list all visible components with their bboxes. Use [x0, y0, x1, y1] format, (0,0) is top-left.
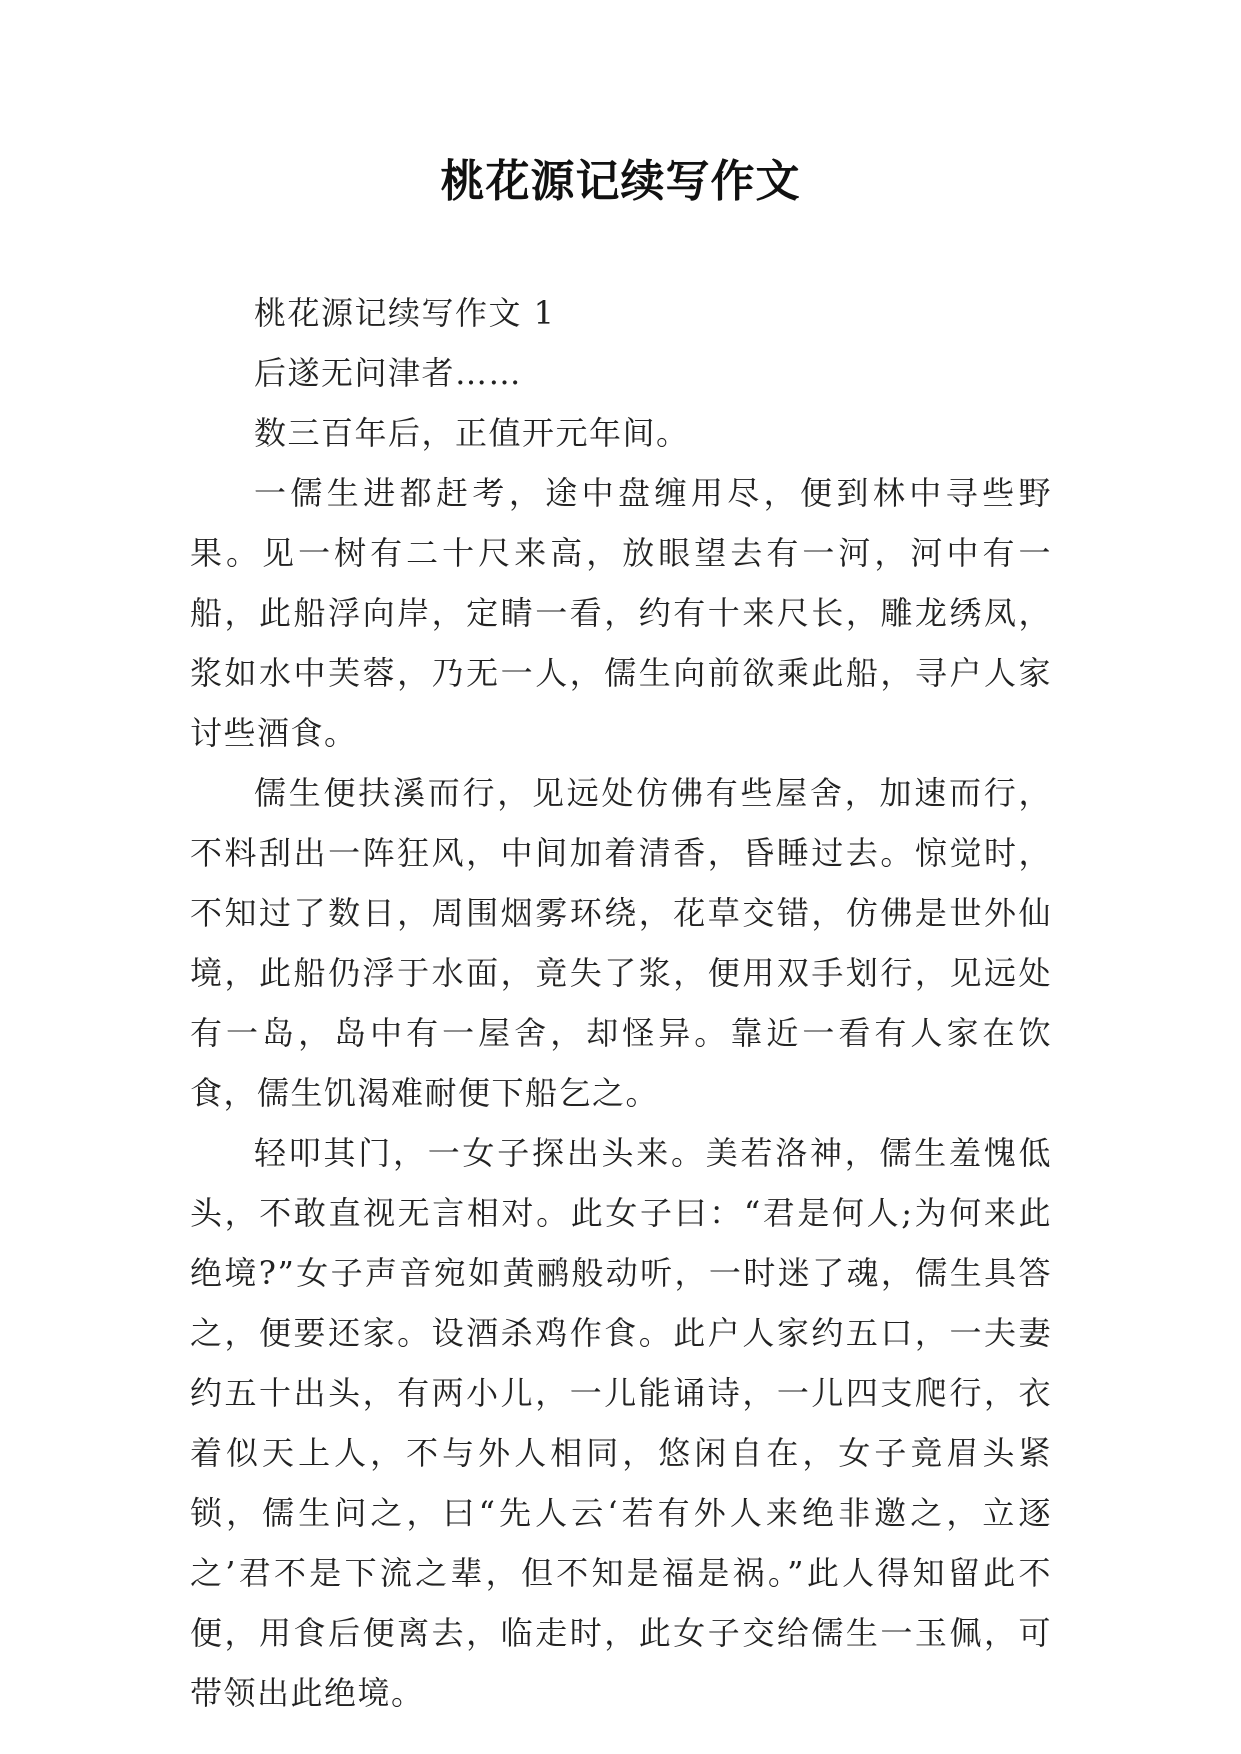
paragraph: 后遂无问津者…… — [254, 354, 523, 392]
document-body — [190, 283, 1052, 1723]
paragraph: 轻叩其门，一女子探出头来。美若洛神，儒生羞愧低头，不敢直视无言相对。此女子曰：“君是何人;为何来此绝境?”女子声音宛如黄鹂般动听，一时迷了魂，儒生具答之，便要还家。设酒杀鸡作食。此户人家约五口，一夫妻约五十出头，有两小儿，一儿能诵诗，一儿四支爬行，衣着似天上人，不与外人相同，悠闲自在，女子竟眉头紧锁，儒生问之，曰“先人云‘若有外人来绝非邀之，立逐之’君不是下流之辈，但不知是福是祸。”此人得知留此不便，用食后便离去，临走时，此女子交给儒生一玉佩，可带领出此绝境。 — [190, 1134, 1052, 1712]
paragraph: 数三百年后，正值开元年间。 — [254, 414, 690, 452]
paragraph-heading: 桃花源记续写作文 1 — [254, 294, 556, 332]
paragraph: 一儒生进都赶考，途中盘缠用尽，便到林中寻些野果。见一树有二十尺来高，放眼望去有一河，河中有一船，此船浮向岸，定睛一看，约有十来尺长，雕龙绣凤，浆如水中芙蓉，乃无一人，儒生向前欲乘此船，寻户人家讨些酒食。 — [190, 474, 1052, 752]
paragraph: 儒生便扶溪而行，见远处仿佛有些屋舍，加速而行，不料刮出一阵狂风，中间加着清香，昏睡过去。惊觉时，不知过了数日，周围烟雾环绕，花草交错，仿佛是世外仙境，此船仍浮于水面，竟失了浆，便用双手划行，见远处有一岛，岛中有一屋舍，却怪异。靠近一看有人家在饮食，儒生饥渴难耐便下船乞之。 — [190, 774, 1052, 1112]
document-title: 桃花源记续写作文 — [440, 156, 801, 207]
